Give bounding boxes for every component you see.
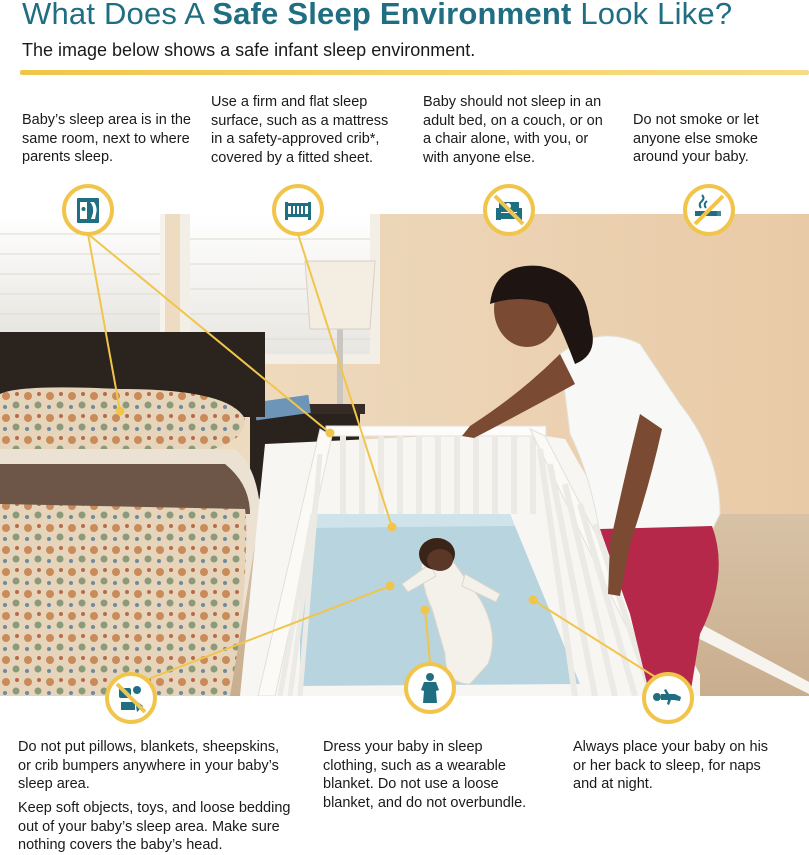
crib-icon bbox=[272, 184, 324, 236]
tip-no-soft-bedding-text: Do not put pillows, blankets, sheepskins, or crib bumpers anywhere in your baby’s sleep area. bbox=[18, 739, 280, 792]
baby-on-back-icon bbox=[642, 672, 694, 724]
no-couch-icon bbox=[483, 184, 535, 236]
bedroom-door-icon bbox=[62, 184, 114, 236]
wearable-blanket-icon bbox=[404, 662, 456, 714]
tip-same-room-text: Baby’s sleep area is in the same room, next to where parents sleep. bbox=[22, 112, 192, 165]
no-smoking-icon bbox=[683, 184, 735, 236]
no-toys-bedding-icon bbox=[105, 672, 157, 724]
tip-firm-surface-text: Use a firm and flat sleep surface, such as a mattress in a safety-approved crib*, covered by a fitted sheet. bbox=[211, 94, 389, 166]
page-subtitle: The image below shows a safe infant sleep environment. bbox=[22, 40, 476, 60]
tip-back-to-sleep-text: Always place your baby on his or her back to sleep, for naps and at night. bbox=[573, 739, 769, 792]
tip-no-smoking-text: Do not smoke or let anyone else smoke around your baby. bbox=[633, 112, 759, 165]
page-title: What Does A Safe Sleep Environment Look Like? bbox=[22, 0, 733, 31]
tip-no-shared-sleep-text: Baby should not sleep in an adult bed, on a couch, or on a chair alone, with you, or with anyone else. bbox=[423, 94, 603, 166]
bedroom-scene-illustration bbox=[0, 214, 809, 696]
tip-sleep-clothing-text: Dress your baby in sleep clothing, such as a wearable blanket. Do not use a loose blanket, and do not overbundle. bbox=[323, 739, 527, 811]
tip-no-soft-bedding-text-2: Keep soft objects, toys, and loose bedding out of your baby’s sleep area. Make sure nothing covers the baby’s head. bbox=[18, 800, 291, 853]
gold-divider bbox=[20, 70, 809, 75]
